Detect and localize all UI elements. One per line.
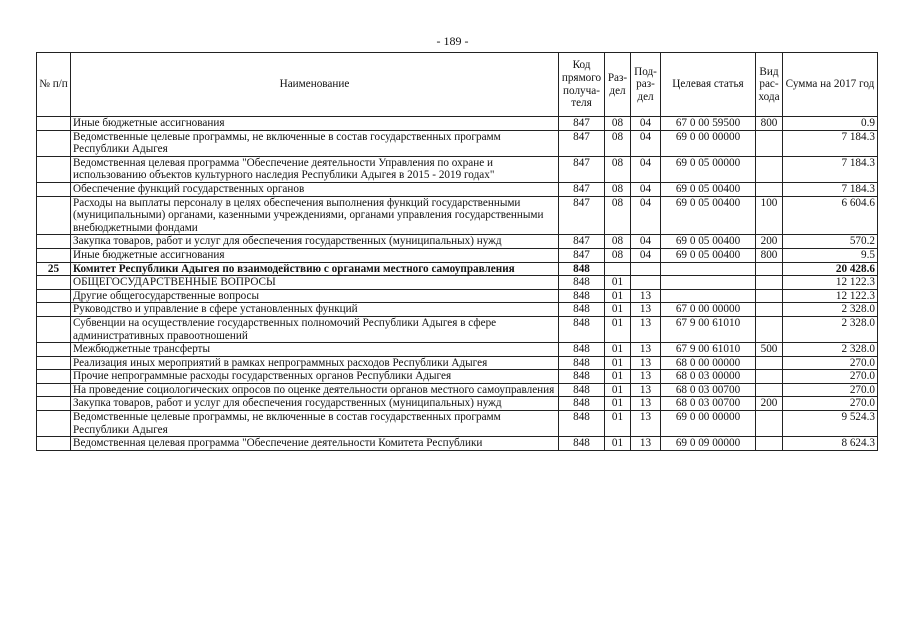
row-sum: 7 184.3 xyxy=(783,156,878,182)
row-expense-type xyxy=(756,262,783,276)
row-section: 01 xyxy=(605,276,631,290)
row-target: 67 9 00 61010 xyxy=(661,343,756,357)
table-row xyxy=(37,397,878,411)
row-code: 848 xyxy=(559,383,605,397)
row-num xyxy=(37,235,71,249)
table-row xyxy=(37,262,878,276)
row-name: Межбюджетные трансферты xyxy=(71,343,559,357)
row-subsection: 13 xyxy=(631,316,661,342)
header-code: Код прямого получа- теля xyxy=(559,53,605,117)
row-expense-type xyxy=(756,383,783,397)
row-num xyxy=(37,248,71,262)
row-target: 69 0 00 00000 xyxy=(661,130,756,156)
row-subsection: 13 xyxy=(631,411,661,437)
table-row xyxy=(37,383,878,397)
row-sum: 2 328.0 xyxy=(783,316,878,342)
row-subsection: 13 xyxy=(631,303,661,317)
row-target: 69 0 05 00400 xyxy=(661,182,756,196)
row-expense-type xyxy=(756,437,783,451)
row-code: 848 xyxy=(559,289,605,303)
row-name: Закупка товаров, работ и услуг для обеспечения государственных (муниципальных) нужд xyxy=(71,397,559,411)
row-num xyxy=(37,276,71,290)
row-code: 847 xyxy=(559,130,605,156)
row-subsection: 13 xyxy=(631,437,661,451)
table-row xyxy=(37,356,878,370)
row-expense-type: 800 xyxy=(756,248,783,262)
row-num xyxy=(37,117,71,131)
header-num: № п/п xyxy=(37,53,71,117)
row-section: 01 xyxy=(605,437,631,451)
row-section: 01 xyxy=(605,289,631,303)
row-subsection xyxy=(631,276,661,290)
row-num xyxy=(37,356,71,370)
table-row xyxy=(37,248,878,262)
row-expense-type xyxy=(756,411,783,437)
row-expense-type xyxy=(756,303,783,317)
row-target xyxy=(661,276,756,290)
row-sum: 7 184.3 xyxy=(783,130,878,156)
row-section: 08 xyxy=(605,196,631,235)
row-section: 08 xyxy=(605,130,631,156)
row-num xyxy=(37,397,71,411)
row-sum: 270.0 xyxy=(783,370,878,384)
row-expense-type xyxy=(756,370,783,384)
table-row xyxy=(37,117,878,131)
row-section: 01 xyxy=(605,411,631,437)
row-target: 69 0 09 00000 xyxy=(661,437,756,451)
row-section: 01 xyxy=(605,343,631,357)
row-subsection: 04 xyxy=(631,156,661,182)
row-name: Комитет Республики Адыгея по взаимодействию с органами местного самоуправления xyxy=(71,262,559,276)
row-name: Расходы на выплаты персоналу в целях обеспечения выполнения функций государственными (муниципальными) органами, казенными учреждениями, органами управления государственными внебюджетными фондами xyxy=(71,196,559,235)
row-subsection: 13 xyxy=(631,356,661,370)
row-sum: 270.0 xyxy=(783,397,878,411)
row-name: На проведение социологических опросов по оценке деятельности органов местного самоуправления xyxy=(71,383,559,397)
row-code: 848 xyxy=(559,343,605,357)
row-section: 08 xyxy=(605,117,631,131)
row-sum: 20 428.6 xyxy=(783,262,878,276)
row-name: ОБЩЕГОСУДАРСТВЕННЫЕ ВОПРОСЫ xyxy=(71,276,559,290)
row-subsection: 04 xyxy=(631,235,661,249)
header-subsection: Под- раз- дел xyxy=(631,53,661,117)
row-target xyxy=(661,262,756,276)
header-target: Целевая статья xyxy=(661,53,756,117)
row-target: 68 0 00 00000 xyxy=(661,356,756,370)
row-target: 68 0 03 00700 xyxy=(661,397,756,411)
table-row xyxy=(37,235,878,249)
row-code: 848 xyxy=(559,370,605,384)
row-sum: 0.9 xyxy=(783,117,878,131)
row-name: Субвенции на осуществление государственных полномочий Республики Адыгея в сфере административных правоотношений xyxy=(71,316,559,342)
row-code: 847 xyxy=(559,117,605,131)
row-section: 08 xyxy=(605,235,631,249)
row-name: Иные бюджетные ассигнования xyxy=(71,248,559,262)
row-subsection: 13 xyxy=(631,383,661,397)
row-name: Ведомственные целевые программы, не включенные в состав государственных программ Республики Адыгея xyxy=(71,130,559,156)
row-target: 69 0 05 00400 xyxy=(661,196,756,235)
header-expense-type: Вид рас- хода xyxy=(756,53,783,117)
row-subsection: 13 xyxy=(631,397,661,411)
row-section: 01 xyxy=(605,316,631,342)
row-sum: 270.0 xyxy=(783,356,878,370)
row-section: 08 xyxy=(605,156,631,182)
row-code: 847 xyxy=(559,235,605,249)
row-subsection: 13 xyxy=(631,343,661,357)
row-name: Закупка товаров, работ и услуг для обеспечения государственных (муниципальных) нужд xyxy=(71,235,559,249)
row-sum: 12 122.3 xyxy=(783,289,878,303)
row-name: Ведомственная целевая программа "Обеспечение деятельности Управления по охране и использованию объектов культурного наследия Республики Адыгея в 2015 - 2019 годах" xyxy=(71,156,559,182)
row-num xyxy=(37,411,71,437)
row-code: 847 xyxy=(559,156,605,182)
row-section: 01 xyxy=(605,383,631,397)
row-num xyxy=(37,130,71,156)
row-section: 01 xyxy=(605,303,631,317)
row-subsection: 04 xyxy=(631,248,661,262)
row-expense-type xyxy=(756,276,783,290)
row-name: Прочие непрограммные расходы государственных органов Республики Адыгея xyxy=(71,370,559,384)
table-row xyxy=(37,343,878,357)
row-num xyxy=(37,182,71,196)
row-sum: 9.5 xyxy=(783,248,878,262)
row-num xyxy=(37,289,71,303)
row-target xyxy=(661,289,756,303)
row-num: 25 xyxy=(37,262,71,276)
row-expense-type xyxy=(756,156,783,182)
row-name: Обеспечение функций государственных органов xyxy=(71,182,559,196)
header-name: Наименование xyxy=(71,53,559,117)
row-name: Иные бюджетные ассигнования xyxy=(71,117,559,131)
row-target: 67 9 00 61010 xyxy=(661,316,756,342)
row-name: Другие общегосударственные вопросы xyxy=(71,289,559,303)
row-code: 848 xyxy=(559,356,605,370)
budget-table xyxy=(36,52,878,451)
row-target: 69 0 05 00400 xyxy=(661,235,756,249)
table-row xyxy=(37,316,878,342)
row-code: 848 xyxy=(559,411,605,437)
row-sum: 6 604.6 xyxy=(783,196,878,235)
row-subsection: 13 xyxy=(631,370,661,384)
row-subsection: 04 xyxy=(631,117,661,131)
row-subsection: 04 xyxy=(631,196,661,235)
row-expense-type xyxy=(756,182,783,196)
row-target: 69 0 05 00400 xyxy=(661,248,756,262)
row-num xyxy=(37,370,71,384)
table-header-row xyxy=(37,53,878,117)
row-code: 848 xyxy=(559,316,605,342)
row-subsection: 04 xyxy=(631,130,661,156)
table-row xyxy=(37,303,878,317)
table-body xyxy=(37,117,878,451)
row-num xyxy=(37,437,71,451)
row-target: 67 0 00 00000 xyxy=(661,303,756,317)
table-row xyxy=(37,182,878,196)
row-name: Ведомственные целевые программы, не включенные в состав государственных программ Республики Адыгея xyxy=(71,411,559,437)
row-target: 68 0 03 00700 xyxy=(661,383,756,397)
row-code: 848 xyxy=(559,303,605,317)
row-target: 69 0 05 00000 xyxy=(661,156,756,182)
row-code: 847 xyxy=(559,248,605,262)
row-expense-type xyxy=(756,289,783,303)
row-sum: 270.0 xyxy=(783,383,878,397)
row-target: 69 0 00 00000 xyxy=(661,411,756,437)
row-name: Руководство и управление в сфере установленных функций xyxy=(71,303,559,317)
row-section xyxy=(605,262,631,276)
row-expense-type: 500 xyxy=(756,343,783,357)
row-code: 848 xyxy=(559,262,605,276)
table-row xyxy=(37,437,878,451)
row-expense-type: 800 xyxy=(756,117,783,131)
table-row xyxy=(37,289,878,303)
row-sum: 2 328.0 xyxy=(783,343,878,357)
row-subsection xyxy=(631,262,661,276)
row-num xyxy=(37,303,71,317)
row-expense-type: 200 xyxy=(756,397,783,411)
row-sum: 570.2 xyxy=(783,235,878,249)
table-row xyxy=(37,276,878,290)
table-row xyxy=(37,196,878,235)
row-section: 08 xyxy=(605,182,631,196)
row-expense-type xyxy=(756,316,783,342)
row-name: Реализация иных мероприятий в рамках непрограммных расходов Республики Адыгея xyxy=(71,356,559,370)
row-expense-type: 100 xyxy=(756,196,783,235)
row-section: 01 xyxy=(605,356,631,370)
header-sum: Сумма на 2017 год xyxy=(783,53,878,117)
row-sum: 12 122.3 xyxy=(783,276,878,290)
table-row xyxy=(37,370,878,384)
row-subsection: 04 xyxy=(631,182,661,196)
header-section: Раз- дел xyxy=(605,53,631,117)
table-row xyxy=(37,411,878,437)
row-name: Ведомственная целевая программа "Обеспечение деятельности Комитета Республики xyxy=(71,437,559,451)
row-subsection: 13 xyxy=(631,289,661,303)
row-target: 67 0 00 59500 xyxy=(661,117,756,131)
row-code: 848 xyxy=(559,397,605,411)
row-expense-type: 200 xyxy=(756,235,783,249)
row-target: 68 0 03 00000 xyxy=(661,370,756,384)
row-section: 01 xyxy=(605,370,631,384)
row-section: 08 xyxy=(605,248,631,262)
row-code: 847 xyxy=(559,182,605,196)
row-num xyxy=(37,316,71,342)
row-sum: 9 524.3 xyxy=(783,411,878,437)
row-num xyxy=(37,343,71,357)
row-num xyxy=(37,196,71,235)
row-expense-type xyxy=(756,130,783,156)
row-code: 847 xyxy=(559,196,605,235)
row-section: 01 xyxy=(605,397,631,411)
page-number: - 189 - xyxy=(436,34,469,48)
table-row xyxy=(37,130,878,156)
row-code: 848 xyxy=(559,276,605,290)
row-sum: 8 624.3 xyxy=(783,437,878,451)
row-num xyxy=(37,156,71,182)
row-expense-type xyxy=(756,356,783,370)
table-row xyxy=(37,156,878,182)
row-sum: 2 328.0 xyxy=(783,303,878,317)
row-sum: 7 184.3 xyxy=(783,182,878,196)
row-num xyxy=(37,383,71,397)
row-code: 848 xyxy=(559,437,605,451)
